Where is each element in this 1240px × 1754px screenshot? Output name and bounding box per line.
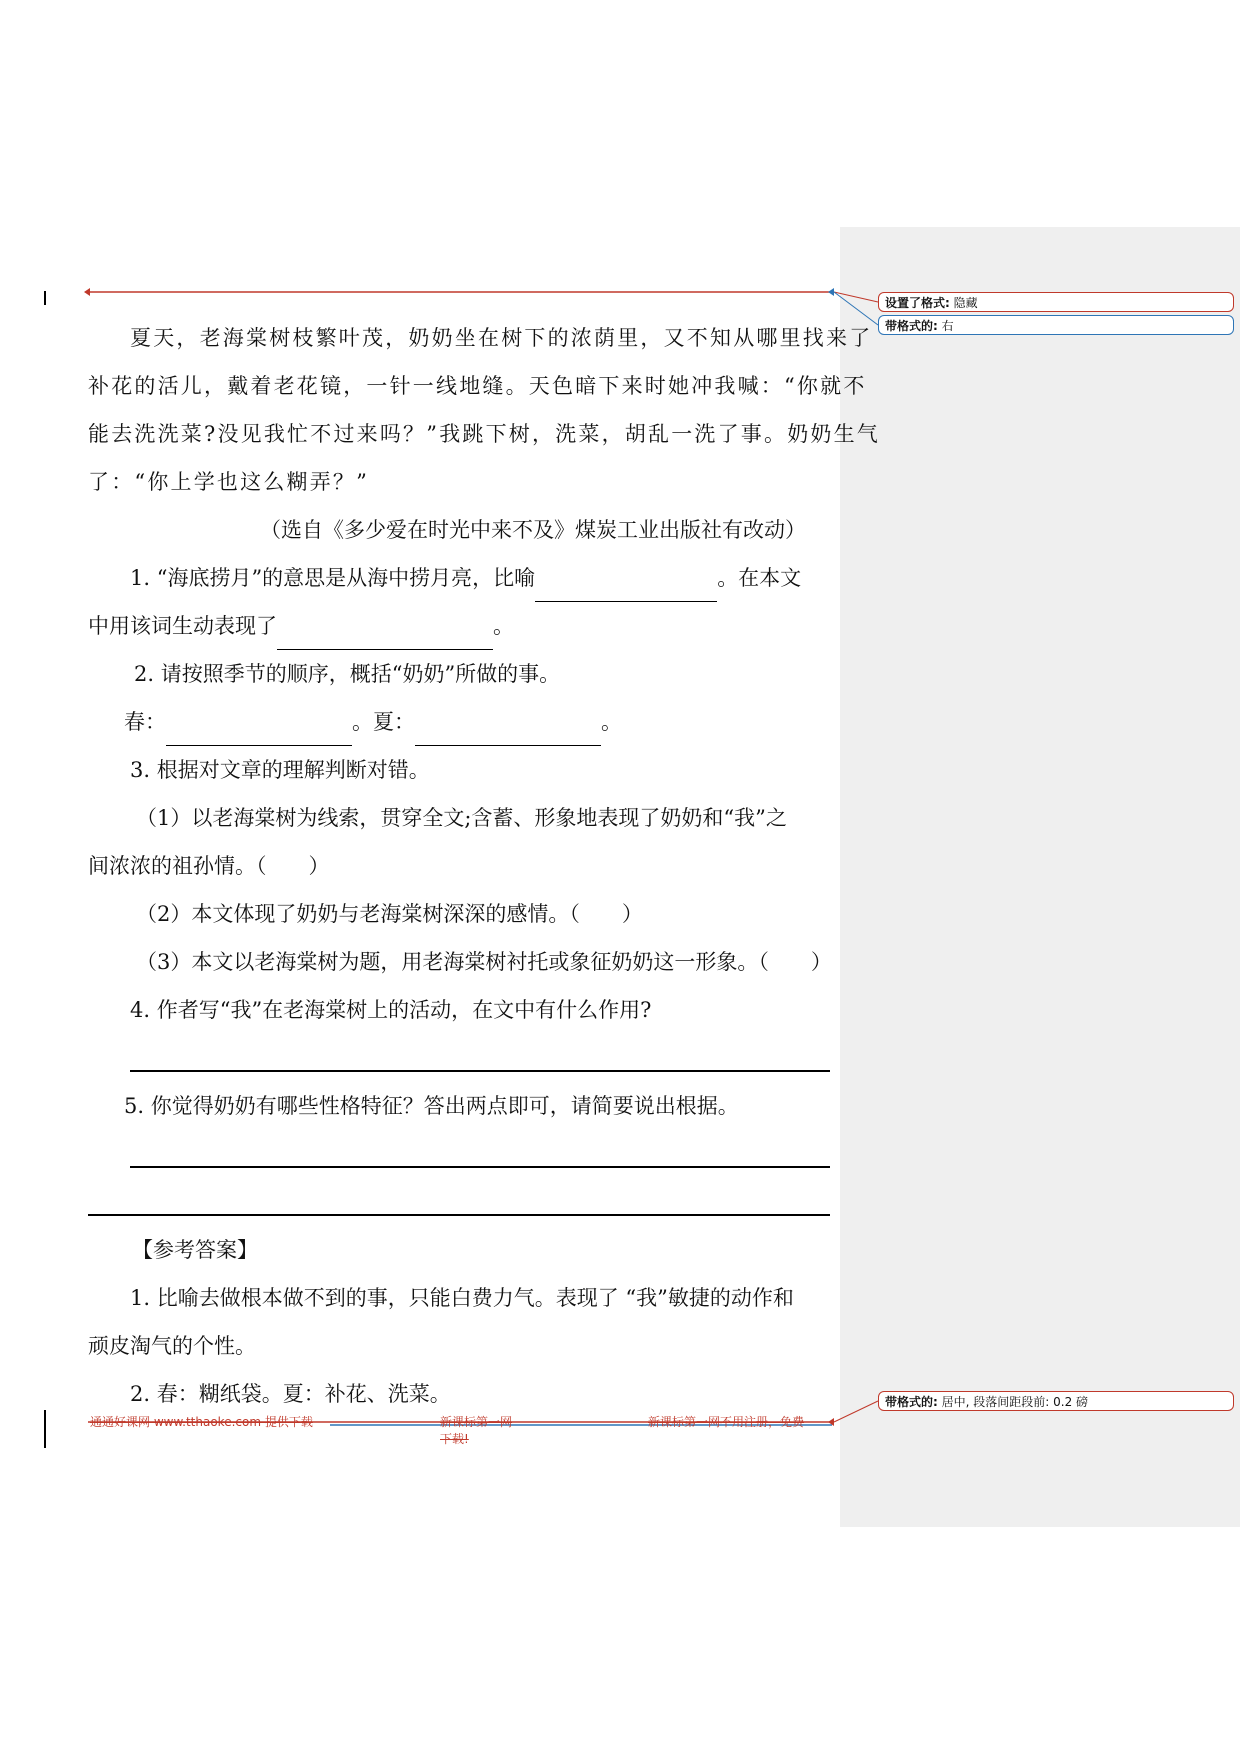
question-text: （1）以老海棠树为线索，贯穿全文;含蓄、形象地表现了奶奶和“我”之 bbox=[136, 806, 787, 830]
answer-line-q5-2[interactable] bbox=[88, 1214, 830, 1216]
answer-text: 1. 比喻去做根本做不到的事，只能白费力气。表现了 “我”敏捷的动作和 bbox=[130, 1286, 794, 1310]
footer-right-link[interactable]: 新课标第一网不用注册，免费 bbox=[648, 1415, 805, 1429]
question-2-answers bbox=[88, 698, 830, 746]
question-1-line-1 bbox=[88, 554, 830, 602]
answer-blank-spring[interactable] bbox=[166, 719, 352, 746]
question-text: 3. 根据对文章的理解判断对错。 bbox=[130, 758, 430, 782]
question-text: 间浓浓的祖孙情。（ ） bbox=[88, 854, 330, 878]
comment-value: 居中, 段落间距段前: 0.2 磅 bbox=[941, 1395, 1089, 1409]
question-text: （3）本文以老海棠树为题，用老海棠树衬托或象征奶奶这一形象。（ ） bbox=[136, 950, 832, 974]
question-text: 。在本文 bbox=[717, 566, 802, 590]
question-text: 1. “海底捞月”的意思是从海中捞月亮，比喻 bbox=[130, 566, 536, 590]
question-text: 。 bbox=[601, 710, 622, 734]
passage-text: 夏天，老海棠树枝繁叶茂，奶奶坐在树下的浓荫里，又不知从哪里找来了 bbox=[130, 326, 873, 350]
top-line-left-marker bbox=[84, 288, 90, 296]
answer-line-q5-1[interactable] bbox=[130, 1166, 830, 1168]
question-text: 2. 请按照季节的顺序，概括“奶奶”所做的事。 bbox=[134, 662, 561, 686]
spring-label: 春： bbox=[124, 710, 166, 734]
question-4 bbox=[88, 986, 830, 1034]
question-text: 。 bbox=[493, 614, 514, 638]
answer-text: 2. 春：糊纸袋。夏：补花、洗菜。 bbox=[130, 1382, 451, 1406]
question-5 bbox=[88, 1082, 830, 1130]
question-3-1-line-1 bbox=[88, 794, 830, 842]
source-text: （选自《多少爱在时光中来不及》煤炭工业出版社有改动） bbox=[260, 518, 806, 542]
top-line-right-marker bbox=[828, 288, 834, 296]
answer-text: 顽皮淘气的个性。 bbox=[88, 1334, 256, 1358]
passage-line-3 bbox=[88, 410, 880, 458]
answer-blank-1[interactable] bbox=[535, 575, 717, 602]
summer-label: 。夏： bbox=[352, 710, 415, 734]
format-comment-hidden[interactable] bbox=[878, 292, 1234, 312]
answer-blank-2[interactable] bbox=[277, 623, 493, 650]
passage-source bbox=[88, 506, 830, 554]
footer-middle-link-1[interactable]: 新课标第一网 bbox=[440, 1415, 513, 1429]
question-text: 4. 作者写“我”在老海棠树上的活动，在文中有什么作用? bbox=[130, 998, 652, 1022]
passage-text: 了：“你上学也这么糊弄？” bbox=[88, 470, 370, 494]
question-1-line-2 bbox=[88, 602, 830, 650]
answer-line-q4[interactable] bbox=[130, 1070, 830, 1072]
footer-middle-link-2[interactable]: 下载! bbox=[440, 1432, 469, 1446]
comment-label: 设置了格式: bbox=[885, 296, 950, 310]
answer-blank-summer[interactable] bbox=[415, 719, 601, 746]
passage-text: 补花的活儿，戴着老花镜，一针一线地缝。天色暗下来时她冲我喊：“你就不 bbox=[88, 374, 867, 398]
passage-line-2 bbox=[88, 362, 867, 410]
answer-2 bbox=[88, 1370, 830, 1418]
format-comment-right[interactable] bbox=[878, 315, 1234, 335]
comment-label: 带格式的: bbox=[885, 1395, 938, 1409]
question-text: （2）本文体现了奶奶与老海棠树深深的感情。（ ） bbox=[136, 902, 643, 926]
comment-value: 隐藏 bbox=[953, 296, 978, 310]
question-3-2 bbox=[88, 890, 830, 938]
comment-value: 右 bbox=[941, 319, 954, 333]
answer-1-line-2 bbox=[88, 1322, 830, 1370]
format-comment-center[interactable] bbox=[878, 1391, 1234, 1411]
passage-text: 能去洗洗菜?没见我忙不过来吗？”我跳下树，洗菜，胡乱一洗了事。奶奶生气 bbox=[88, 422, 880, 446]
footer-left-link[interactable]: 通通好课网 www.tthaoke.com 提供下载 bbox=[90, 1415, 313, 1429]
comment-label: 带格式的: bbox=[885, 319, 938, 333]
answers-heading-text: 【参考答案】 bbox=[132, 1238, 258, 1262]
passage-line-4 bbox=[88, 458, 830, 506]
question-3-3 bbox=[88, 938, 830, 986]
question-3 bbox=[88, 746, 830, 794]
question-text: 5. 你觉得奶奶有哪些性格特征？答出两点即可，请简要说出根据。 bbox=[124, 1094, 739, 1118]
passage-line-1 bbox=[88, 314, 873, 362]
answer-1-line-1 bbox=[88, 1274, 830, 1322]
question-2 bbox=[88, 650, 830, 698]
callout-connector-3 bbox=[834, 1401, 878, 1422]
question-3-1-line-2 bbox=[88, 842, 830, 890]
question-text: 中用该词生动表现了 bbox=[88, 614, 277, 638]
answers-heading bbox=[88, 1226, 830, 1274]
